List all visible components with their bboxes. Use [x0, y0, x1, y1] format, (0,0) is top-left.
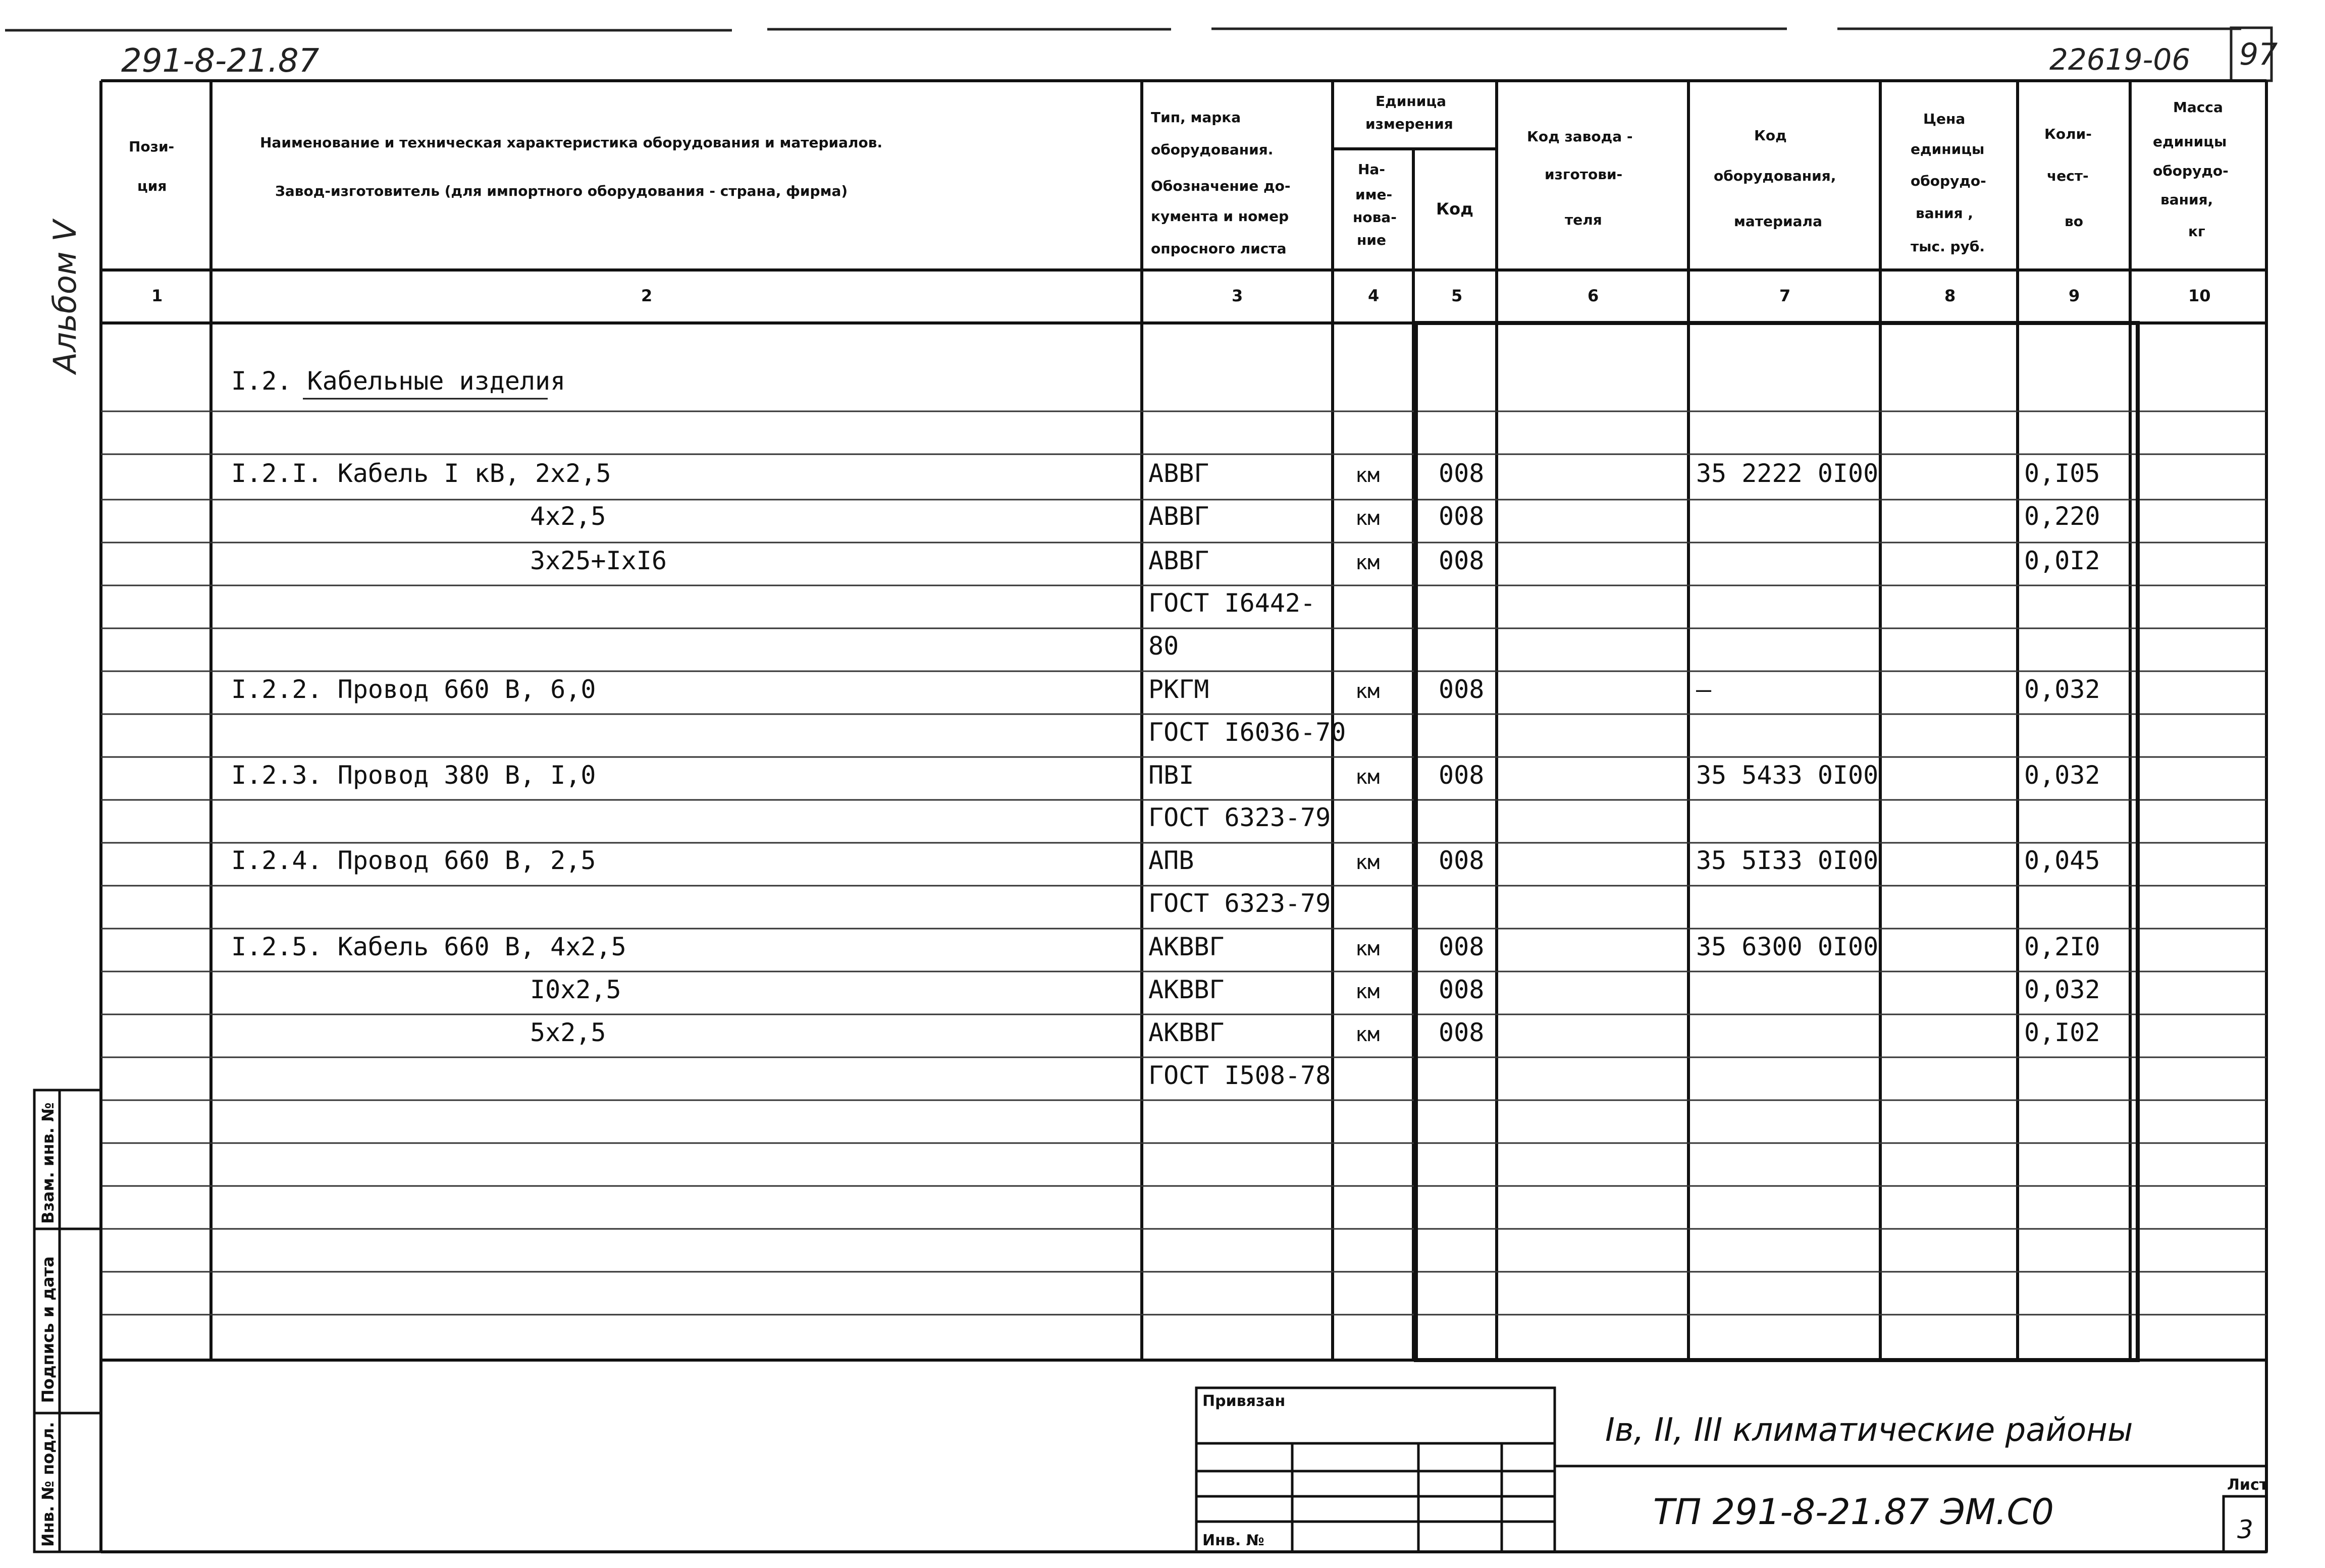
item-type: АКВВГ	[1148, 975, 1225, 1004]
col-num-6: 6	[1588, 286, 1599, 305]
col10-head-l5: кг	[2188, 223, 2205, 240]
item-unit: км	[1355, 551, 1380, 574]
item-type: АВВГ	[1148, 459, 1209, 488]
item-unit: км	[1355, 851, 1380, 874]
col-num-7: 7	[1779, 286, 1791, 305]
item-unit: км	[1355, 1023, 1380, 1046]
item-type: АКВВГ	[1148, 932, 1225, 961]
item-unit-code: 008	[1439, 975, 1485, 1004]
sheet-number: 3	[2237, 1515, 2253, 1544]
item-unit: км	[1355, 766, 1380, 789]
item-type: 80	[1148, 631, 1179, 661]
item-name: I.2.2. Провод 660 В, 6,0	[231, 675, 596, 704]
col4-head-l1: На-	[1358, 161, 1385, 178]
item-quantity: 0,032	[2024, 761, 2100, 790]
item-type: ГОСТ 6323-79	[1148, 803, 1331, 832]
stamp-inv-podl: Инв. № подл.	[38, 1422, 58, 1547]
item-unit-code: 008	[1439, 546, 1485, 575]
col-num-10: 10	[2188, 286, 2211, 305]
stamp-podpis-data: Подпись и дата	[38, 1256, 58, 1403]
item-material-code: 35 5433 0I00	[1696, 761, 1879, 790]
item-name: 4х2,5	[530, 502, 606, 531]
col10-head-l4: вания,	[2160, 191, 2213, 208]
item-name: I.2.4. Провод 660 В, 2,5	[231, 846, 596, 875]
item-unit-code: 008	[1439, 761, 1485, 790]
item-type: ПВI	[1148, 761, 1194, 790]
col10-head-l1: Масса	[2173, 99, 2223, 116]
unit-group-head-l1: Единица	[1376, 93, 1446, 110]
col8-head-l5: тыс. руб.	[1911, 238, 1985, 255]
item-quantity: 0,032	[2024, 675, 2100, 704]
item-unit-code: 008	[1439, 675, 1485, 704]
col-num-2: 2	[641, 286, 653, 305]
col2-head-l2: Завод-изготовитель (для импортного оборудования - страна, фирма)	[275, 183, 848, 199]
item-type: АПВ	[1148, 846, 1194, 875]
col3-head-l3: Обозначение до-	[1151, 178, 1291, 194]
item-unit: км	[1355, 980, 1380, 1003]
item-unit: км	[1355, 937, 1380, 960]
item-quantity: 0,2I0	[2024, 932, 2100, 961]
col8-head-l4: вания ,	[1916, 205, 1973, 222]
item-unit: км	[1355, 507, 1380, 530]
col8-head-l1: Цена	[1923, 111, 1966, 127]
col-num-8: 8	[1944, 286, 1956, 305]
item-type: АКВВГ	[1148, 1018, 1225, 1047]
col2-head-l1: Наименование и техническая характеристика оборудования и материалов.	[260, 134, 883, 151]
col-num-5: 5	[1451, 286, 1463, 305]
section-title: I.2. Кабельные изделия	[231, 366, 566, 396]
col-num-1: 1	[151, 286, 163, 305]
item-type: ГОСТ I508-78	[1148, 1061, 1331, 1090]
col6-head-l3: теля	[1565, 211, 1602, 228]
item-name: 5х2,5	[530, 1018, 606, 1047]
data-rows	[231, 459, 2100, 1090]
item-material-code: 35 2222 0I00	[1696, 459, 1879, 488]
unit-group-head-l2: измерения	[1365, 116, 1453, 132]
col4-head-l4: ние	[1357, 232, 1386, 248]
col1-head-l1: Пози-	[129, 138, 175, 155]
col-num-9: 9	[2069, 286, 2080, 305]
item-unit-code: 008	[1439, 502, 1485, 531]
column-headers	[129, 93, 2229, 257]
item-unit-code: 008	[1439, 932, 1485, 961]
item-unit-code: 008	[1439, 459, 1485, 488]
doc-code-left: 291-8-21.87	[121, 42, 320, 80]
item-quantity: 0,220	[2024, 502, 2100, 531]
col3-head-l2: оборудования.	[1151, 141, 1274, 158]
item-type: ГОСТ I6442-	[1148, 588, 1316, 618]
col-num-3: 3	[1232, 286, 1243, 305]
item-quantity: 0,045	[2024, 846, 2100, 875]
column-numbers	[151, 286, 2211, 305]
item-name: I.2.5. Кабель 660 В, 4х2,5	[231, 932, 626, 961]
col7-head-l3: материала	[1734, 213, 1822, 230]
col10-head-l3: оборудо-	[2153, 163, 2229, 179]
col9-head-l2: чест-	[2047, 168, 2089, 184]
col3-head-l4: кумента и номер	[1151, 208, 1289, 225]
col6-head-l2: изготови-	[1545, 166, 1623, 183]
item-unit: км	[1355, 680, 1380, 703]
doc-code-right: 22619-06	[2049, 42, 2191, 77]
album-label: Альбом V	[46, 220, 83, 373]
col8-head-l2: единицы	[1911, 141, 1985, 157]
sheet-label: Лист	[2227, 1476, 2268, 1494]
col7-head-l2: оборудования,	[1714, 168, 1836, 184]
item-name: I0х2,5	[530, 975, 621, 1004]
item-type: АВВГ	[1148, 546, 1209, 575]
col-num-4: 4	[1368, 286, 1380, 305]
item-unit-code: 008	[1439, 846, 1485, 875]
item-quantity: 0,0I2	[2024, 546, 2100, 575]
item-name: I.2.3. Провод 380 В, I,0	[231, 761, 596, 790]
item-type: АВВГ	[1148, 502, 1209, 531]
item-name: I.2.I. Кабель I кВ, 2х2,5	[231, 459, 611, 488]
item-material-code: –	[1696, 675, 1712, 704]
item-quantity: 0,I02	[2024, 1018, 2100, 1047]
privyazan-label: Привязан	[1202, 1392, 1286, 1410]
col4-head-l3: нова-	[1353, 209, 1397, 226]
col4-head-l2: име-	[1355, 186, 1393, 203]
col7-head-l1: Код	[1754, 127, 1787, 144]
item-name: 3х25+IхI6	[530, 546, 667, 575]
item-quantity: 0,I05	[2024, 459, 2100, 488]
item-material-code: 35 5I33 0I00	[1696, 846, 1879, 875]
climate-regions: Iв, II, III климатические районы	[1605, 1412, 2133, 1449]
stamp-vzam-inv: Взам. инв. №	[38, 1102, 58, 1224]
sheet-corner-number: 97	[2239, 37, 2278, 72]
col9-head-l3: во	[2065, 213, 2083, 230]
item-unit: км	[1355, 464, 1380, 487]
col3-head-l1: Тип, марка	[1151, 109, 1241, 126]
item-type: РКГМ	[1148, 675, 1209, 704]
item-quantity: 0,032	[2024, 975, 2100, 1004]
col8-head-l3: оборудо-	[1911, 173, 1986, 189]
col9-head-l1: Коли-	[2044, 126, 2092, 142]
col1-head-l2: ция	[137, 178, 167, 194]
doc-designation: ТП 291-8-21.87 ЭМ.С0	[1653, 1491, 2054, 1533]
top-border	[5, 29, 2241, 30]
col3-head-l5: опросного листа	[1151, 240, 1287, 257]
col6-head-l1: Код завода -	[1527, 128, 1633, 145]
item-type: ГОСТ 6323-79	[1148, 889, 1331, 918]
item-unit-code: 008	[1439, 1018, 1485, 1047]
col5-head-l1: Код	[1436, 199, 1473, 219]
item-material-code: 35 6300 0I00	[1696, 932, 1879, 961]
item-type: ГОСТ I6036-70	[1148, 718, 1346, 747]
inv-no-label: Инв. №	[1202, 1532, 1264, 1549]
col10-head-l2: единицы	[2153, 133, 2227, 150]
